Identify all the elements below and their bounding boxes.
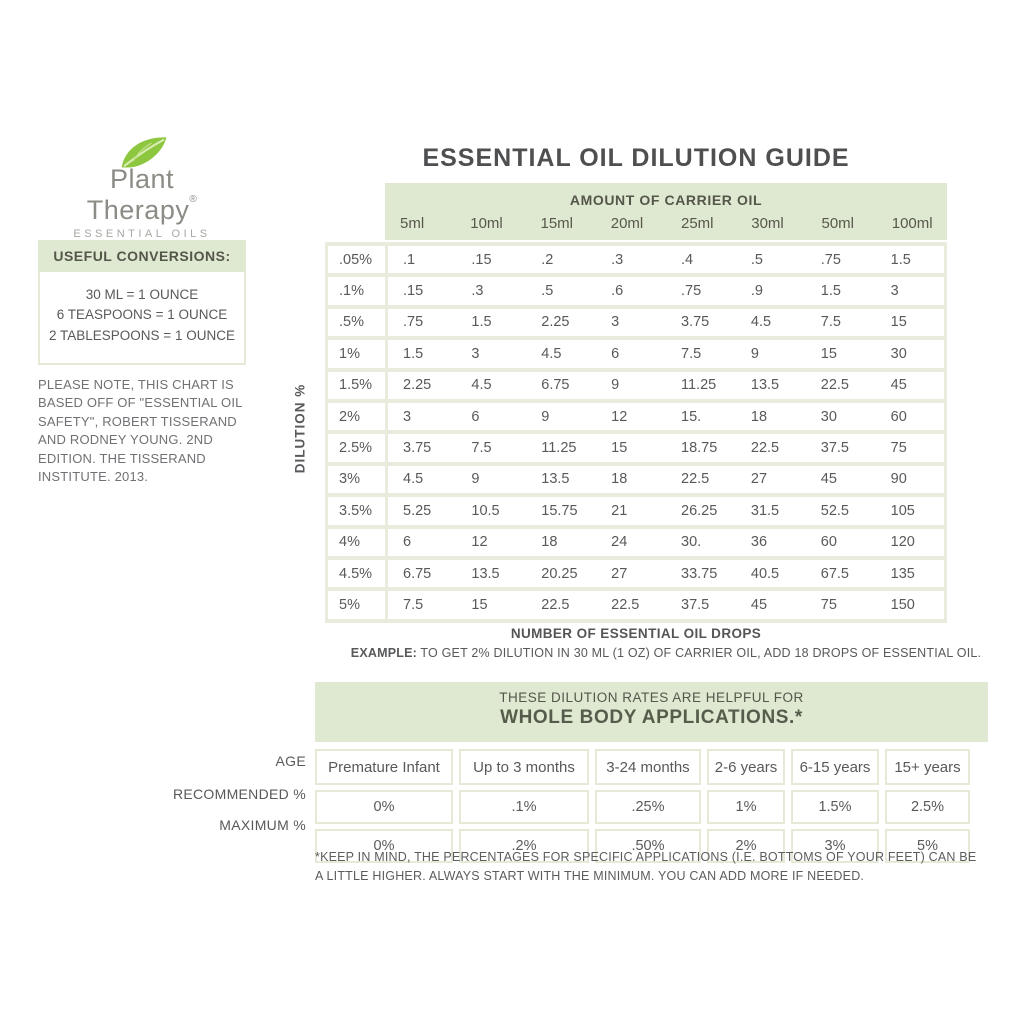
drops-value-cell: 15 <box>806 338 876 369</box>
recommended-percent-cell: 1.5% <box>791 790 879 824</box>
drops-value-cell: 3 <box>387 401 457 432</box>
drops-value-cell: 30. <box>666 527 736 558</box>
drops-value-cell: 1.5 <box>806 275 876 306</box>
dilution-table <box>325 242 947 623</box>
drops-value-cell: 67.5 <box>806 558 876 589</box>
example-body: TO GET 2% DILUTION IN 30 ML (1 OZ) OF CARRIER OIL, ADD 18 DROPS OF ESSENTIAL OIL. <box>416 646 982 660</box>
dilution-percent-cell: 3% <box>327 464 387 495</box>
carrier-volume-header: 10ml <box>470 215 503 232</box>
age-row-label: AGE <box>275 753 306 769</box>
drops-value-cell: 15 <box>876 307 946 338</box>
drops-value-cell: 75 <box>806 589 876 620</box>
age-table-row <box>315 749 970 785</box>
drops-value-cell: 60 <box>806 527 876 558</box>
age-group-cell: 15+ years <box>885 749 970 785</box>
dilution-row <box>327 464 946 495</box>
drops-value-cell: 26.25 <box>666 495 736 526</box>
source-note: PLEASE NOTE, THIS CHART IS BASED OFF OF "ESSENTIAL OIL SAFETY", ROBERT TISSERAND AND RODNEY YOUNG. 2ND EDITION. THE TISSERAND INSTITUTE. 2013. <box>38 377 243 485</box>
drops-value-cell: 10.5 <box>456 495 526 526</box>
drops-value-cell: 7.5 <box>806 307 876 338</box>
age-table-row <box>315 790 970 824</box>
dilution-row <box>327 307 946 338</box>
dilution-percent-cell: .5% <box>327 307 387 338</box>
drops-value-cell: 4.5 <box>526 338 596 369</box>
recommended-percent-cell: 1% <box>707 790 785 824</box>
drops-value-cell: 45 <box>736 589 806 620</box>
footnote: *KEEP IN MIND, THE PERCENTAGES FOR SPECIFIC APPLICATIONS (I.E. BOTTOMS OF YOUR FEET) CAN BE A LITTLE HIGHER. ALWAYS START WITH THE MINIMUM. YOU CAN ADD MORE IF NEEDED. <box>315 850 977 883</box>
drops-value-cell: 27 <box>596 558 666 589</box>
drops-value-cell: 1.5 <box>876 244 946 275</box>
logo-name: Plant Therapy® <box>86 164 198 225</box>
drops-value-cell: 3 <box>456 338 526 369</box>
dilution-row <box>327 244 946 275</box>
drops-value-cell: .75 <box>666 275 736 306</box>
drops-value-cell: 24 <box>596 527 666 558</box>
dilution-percent-cell: .1% <box>327 275 387 306</box>
drops-value-cell: .75 <box>806 244 876 275</box>
dilution-row <box>327 401 946 432</box>
drops-value-cell: .1 <box>387 244 457 275</box>
drops-value-cell: 22.5 <box>666 464 736 495</box>
drops-value-cell: 9 <box>736 338 806 369</box>
drops-value-cell: 12 <box>596 401 666 432</box>
banner-line-2: WHOLE BODY APPLICATIONS.* <box>500 707 803 728</box>
drops-value-cell: 13.5 <box>456 558 526 589</box>
drops-value-cell: 135 <box>876 558 946 589</box>
drops-value-cell: .2 <box>526 244 596 275</box>
dilution-row <box>327 589 946 620</box>
dilution-percent-cell: 4.5% <box>327 558 387 589</box>
carrier-volume-header: 50ml <box>821 215 855 232</box>
whole-body-banner <box>315 682 988 742</box>
drops-value-cell: 6 <box>387 527 457 558</box>
dilution-percent-cell: 2% <box>327 401 387 432</box>
drops-value-cell: .15 <box>456 244 526 275</box>
drops-value-cell: 18 <box>596 464 666 495</box>
drops-value-cell: 3 <box>876 275 946 306</box>
recommended-percent-cell: 2.5% <box>885 790 970 824</box>
carrier-volume-headers <box>385 215 947 232</box>
conversions-header: USEFUL CONVERSIONS: <box>38 240 246 272</box>
carrier-volume-header: 100ml <box>891 215 933 232</box>
drops-value-cell: 52.5 <box>806 495 876 526</box>
drops-value-cell: 7.5 <box>387 589 457 620</box>
carrier-band-title: AMOUNT OF CARRIER OIL <box>569 192 763 208</box>
drops-value-cell: 31.5 <box>736 495 806 526</box>
drops-value-cell: 60 <box>876 401 946 432</box>
age-group-cell: Up to 3 months <box>459 749 589 785</box>
carrier-volume-header: 5ml <box>400 215 425 232</box>
drops-value-cell: 15 <box>456 589 526 620</box>
drops-value-cell: 22.5 <box>806 370 876 401</box>
drops-value-cell: 4.5 <box>736 307 806 338</box>
recommended-percent-cell: 0% <box>315 790 453 824</box>
drops-value-cell: .5 <box>736 244 806 275</box>
conversion-item: 2 TABLESPOONS = 1 OUNCE <box>49 327 235 343</box>
logo-subtitle: ESSENTIAL OILS <box>73 228 211 240</box>
drops-value-cell: 40.5 <box>736 558 806 589</box>
drops-value-cell: .3 <box>596 244 666 275</box>
drops-value-cell: 22.5 <box>736 432 806 463</box>
drops-value-cell: 150 <box>876 589 946 620</box>
drops-value-cell: 20.25 <box>526 558 596 589</box>
drops-value-cell: 37.5 <box>666 589 736 620</box>
drops-value-cell: 3.75 <box>387 432 457 463</box>
drops-value-cell: 2.25 <box>526 307 596 338</box>
carrier-volume-header: 25ml <box>681 215 714 232</box>
drops-value-cell: 6.75 <box>387 558 457 589</box>
dilution-row <box>327 527 946 558</box>
conversion-item: 30 ML = 1 OUNCE <box>85 287 199 302</box>
drops-value-cell: 105 <box>876 495 946 526</box>
drops-value-cell: 6 <box>456 401 526 432</box>
drops-value-cell: .4 <box>666 244 736 275</box>
age-group-cell: 3-24 months <box>595 749 701 785</box>
drops-caption: NUMBER OF ESSENTIAL OIL DROPS <box>510 626 762 641</box>
drops-value-cell: 15.75 <box>526 495 596 526</box>
useful-conversions-box <box>38 240 246 365</box>
carrier-oil-header-band <box>385 183 947 240</box>
dilution-percent-cell: 3.5% <box>327 495 387 526</box>
drops-value-cell: 22.5 <box>596 589 666 620</box>
dilution-percent-cell: .05% <box>327 244 387 275</box>
age-group-cell: 2-6 years <box>707 749 785 785</box>
drops-value-cell: 30 <box>876 338 946 369</box>
drops-value-cell: 3.75 <box>666 307 736 338</box>
dilution-row <box>327 370 946 401</box>
drops-value-cell: 6.75 <box>526 370 596 401</box>
example-text <box>266 646 1024 660</box>
drops-value-cell: 18 <box>736 401 806 432</box>
plant-therapy-logo <box>52 138 232 240</box>
drops-value-cell: 9 <box>456 464 526 495</box>
maximum-percent-cell: 5% <box>885 829 970 863</box>
drops-value-cell: 45 <box>806 464 876 495</box>
drops-value-cell: 9 <box>596 370 666 401</box>
carrier-volume-header: 30ml <box>751 215 784 232</box>
maximum-percent-cell: 3% <box>791 829 879 863</box>
carrier-volume-header: 15ml <box>540 215 574 232</box>
drops-value-cell: 33.75 <box>666 558 736 589</box>
drops-value-cell: 1.5 <box>387 338 457 369</box>
drops-value-cell: .6 <box>596 275 666 306</box>
age-group-cell: 6-15 years <box>791 749 879 785</box>
maximum-percent-cell: .50% <box>595 829 701 863</box>
carrier-volume-header: 20ml <box>610 215 644 232</box>
drops-value-cell: 11.25 <box>526 432 596 463</box>
drops-value-cell: 12 <box>456 527 526 558</box>
dilution-percent-cell: 5% <box>327 589 387 620</box>
drops-value-cell: 7.5 <box>456 432 526 463</box>
recommended-percent-cell: .1% <box>459 790 589 824</box>
maximum-percent-cell: 0% <box>315 829 453 863</box>
dilution-percent-cell: 1.5% <box>327 370 387 401</box>
drops-value-cell: 75 <box>876 432 946 463</box>
drops-value-cell: 27 <box>736 464 806 495</box>
dilution-row <box>327 558 946 589</box>
dilution-row <box>327 338 946 369</box>
conversion-item: 6 TEASPOONS = 1 OUNCE <box>56 307 228 323</box>
drops-value-cell: 15. <box>666 401 736 432</box>
example-label: EXAMPLE: <box>350 646 417 660</box>
dilution-percent-cell: 4% <box>327 527 387 558</box>
maximum-row-label: MAXIMUM % <box>219 817 306 833</box>
conversions-body <box>38 272 246 365</box>
drops-value-cell: .5 <box>526 275 596 306</box>
dilution-axis-label: DILUTION % <box>292 383 308 474</box>
age-group-cell: Premature Infant <box>315 749 453 785</box>
page-title: ESSENTIAL OIL DILUTION GUIDE <box>422 144 850 172</box>
drops-value-cell: 22.5 <box>526 589 596 620</box>
drops-value-cell: 5.25 <box>387 495 457 526</box>
drops-value-cell: 30 <box>806 401 876 432</box>
dilution-percent-cell: 1% <box>327 338 387 369</box>
drops-value-cell: 9 <box>526 401 596 432</box>
drops-value-cell: .3 <box>456 275 526 306</box>
recommended-row-label: RECOMMENDED % <box>172 786 306 802</box>
drops-value-cell: 18.75 <box>666 432 736 463</box>
drops-value-cell: 36 <box>736 527 806 558</box>
dilution-row <box>327 432 946 463</box>
drops-value-cell: 90 <box>876 464 946 495</box>
drops-value-cell: .9 <box>736 275 806 306</box>
drops-value-cell: 15 <box>596 432 666 463</box>
dilution-row <box>327 275 946 306</box>
drops-value-cell: 37.5 <box>806 432 876 463</box>
drops-value-cell: 13.5 <box>526 464 596 495</box>
drops-value-cell: .15 <box>387 275 457 306</box>
dilution-percent-cell: 2.5% <box>327 432 387 463</box>
maximum-percent-cell: 2% <box>707 829 785 863</box>
drops-value-cell: 21 <box>596 495 666 526</box>
drops-value-cell: 2.25 <box>387 370 457 401</box>
drops-value-cell: 45 <box>876 370 946 401</box>
drops-value-cell: 11.25 <box>666 370 736 401</box>
dilution-row <box>327 495 946 526</box>
maximum-percent-cell: .2% <box>459 829 589 863</box>
drops-value-cell: 13.5 <box>736 370 806 401</box>
drops-value-cell: 18 <box>526 527 596 558</box>
banner-line-1: THESE DILUTION RATES ARE HELPFUL FOR <box>499 690 804 705</box>
recommended-percent-cell: .25% <box>595 790 701 824</box>
drops-value-cell: 4.5 <box>456 370 526 401</box>
drops-value-cell: 3 <box>596 307 666 338</box>
drops-value-cell: 6 <box>596 338 666 369</box>
drops-value-cell: 7.5 <box>666 338 736 369</box>
drops-value-cell: 1.5 <box>456 307 526 338</box>
drops-value-cell: 120 <box>876 527 946 558</box>
registered-mark: ® <box>189 194 198 205</box>
drops-value-cell: .75 <box>387 307 457 338</box>
drops-value-cell: 4.5 <box>387 464 457 495</box>
